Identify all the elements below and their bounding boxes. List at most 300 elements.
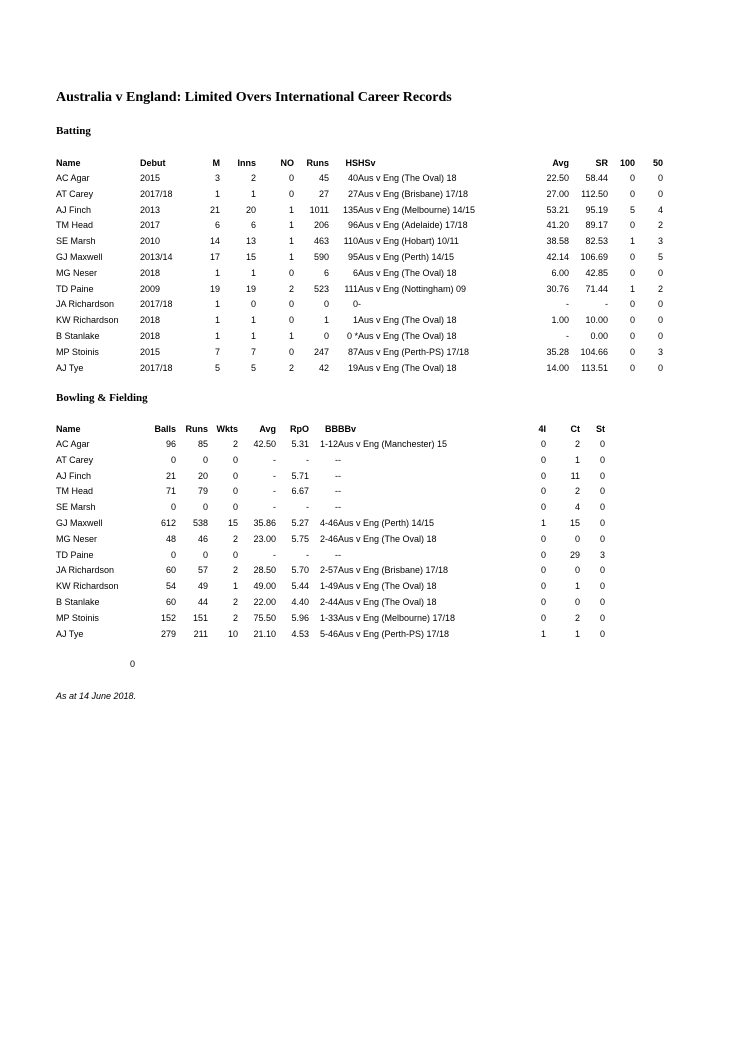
cell-st: 0 — [599, 517, 605, 528]
cell-name: TM Head — [56, 220, 94, 231]
column-header-sr: SR — [595, 158, 608, 168]
cell-runs: 0 — [323, 330, 329, 341]
cell-avg: 42.14 — [546, 251, 569, 262]
cell-bbv: Aus v Eng (The Oval) 18 — [338, 581, 437, 592]
cell-wkts: 2 — [232, 439, 238, 449]
cell-rpo: 4.40 — [291, 596, 309, 607]
cell-100: 1 — [629, 236, 635, 247]
cell-50: 4 — [657, 204, 663, 215]
column-header-100: 100 — [619, 158, 635, 168]
cell-name: TD Paine — [56, 283, 94, 294]
cell-runs: 46 — [197, 533, 208, 544]
cell-4i: 0 — [540, 596, 546, 607]
cell-runs: 44 — [197, 596, 208, 607]
cell-bbv: Aus v Eng (Perth) 14/15 — [338, 517, 435, 528]
cell-wkts: 2 — [232, 596, 238, 607]
cell-hsv: Aus v Eng (The Oval) 18 — [358, 362, 457, 373]
cell-sr: 82.53 — [585, 236, 608, 247]
cell-bb: 2-46 — [319, 533, 338, 544]
stray-value: 0 — [130, 659, 136, 669]
cell-st: 0 — [599, 628, 605, 639]
batting-table — [56, 155, 663, 376]
cell-inns: 19 — [245, 283, 256, 294]
cell-wkts: 0 — [232, 502, 238, 513]
table-row — [56, 516, 605, 532]
cell-avg: 42.50 — [253, 439, 276, 449]
cell-balls: 612 — [160, 517, 176, 528]
cell-50: 3 — [657, 236, 663, 247]
cell-hsv: Aus v Eng (Perth) 14/15 — [358, 251, 455, 262]
table-row — [56, 297, 663, 313]
table-row — [56, 595, 605, 611]
table-row — [56, 469, 605, 485]
cell-rpo: 4.53 — [291, 628, 309, 639]
cell-hs: 110 — [343, 236, 358, 247]
cell-bb: 1-49 — [319, 581, 338, 592]
batting-heading: Batting — [56, 125, 91, 137]
cell-inns: 2 — [250, 173, 256, 183]
cell-4i: 0 — [540, 439, 546, 449]
cell-avg: 22.00 — [253, 596, 276, 607]
cell-m: 21 — [209, 204, 220, 215]
cell-bb: 1-33 — [319, 612, 338, 623]
cell-hsv: - — [358, 299, 361, 310]
cell-st: 0 — [599, 439, 605, 449]
cell-rpo: 5.75 — [291, 533, 309, 544]
cell-name: AJ Tye — [56, 362, 84, 373]
cell-wkts: 0 — [232, 486, 238, 497]
cell-sr: 104.66 — [580, 346, 608, 357]
cell-rpo: 5.44 — [291, 581, 309, 592]
cell-avg: 14.00 — [546, 362, 569, 373]
cell-4i: 0 — [540, 612, 546, 623]
cell-st: 0 — [599, 533, 605, 544]
cell-st: 0 — [599, 565, 605, 576]
cell-bb: - — [335, 486, 338, 497]
cell-100: 0 — [629, 299, 635, 310]
cell-bb: 5-46 — [319, 628, 338, 639]
cell-m: 19 — [209, 283, 220, 294]
cell-name: SE Marsh — [56, 502, 96, 513]
cell-50: 0 — [657, 362, 663, 373]
cell-ct: 1 — [574, 628, 580, 639]
cell-rpo: 5.31 — [291, 439, 309, 449]
cell-bb: - — [335, 549, 338, 560]
cell-hsv: Aus v Eng (Brisbane) 17/18 — [358, 188, 469, 199]
cell-ct: 2 — [574, 612, 580, 623]
cell-rpo: 5.27 — [291, 517, 309, 528]
cell-hs: 0 * — [346, 330, 358, 341]
table-row — [56, 453, 605, 469]
cell-4i: 0 — [540, 486, 546, 497]
cell-avg: - — [273, 502, 276, 513]
cell-ct: 2 — [574, 486, 580, 497]
cell-50: 0 — [657, 315, 663, 326]
cell-runs: 45 — [318, 173, 329, 183]
cell-balls: 48 — [165, 533, 176, 544]
cell-balls: 0 — [170, 549, 176, 560]
cell-sr: - — [605, 299, 608, 310]
cell-name: MP Stoinis — [56, 612, 99, 623]
cell-name: KW Richardson — [56, 315, 119, 326]
cell-rpo: - — [306, 549, 309, 560]
cell-bbv: Aus v Eng (Perth-PS) 17/18 — [338, 628, 450, 639]
cell-sr: 89.17 — [585, 220, 608, 231]
cell-inns: 1 — [250, 315, 256, 326]
cell-bbv: - — [338, 549, 341, 560]
cell-no: 1 — [288, 220, 294, 231]
cell-hsv: Aus v Eng (Hobart) 10/11 — [358, 236, 459, 247]
cell-bbv: Aus v Eng (The Oval) 18 — [338, 596, 437, 607]
cell-name: AT Carey — [56, 454, 94, 465]
cell-no: 1 — [288, 330, 294, 341]
cell-50: 3 — [657, 346, 663, 357]
cell-bbv: Aus v Eng (Manchester) 15 — [338, 439, 448, 449]
cell-bbv: Aus v Eng (Melbourne) 17/18 — [338, 612, 456, 623]
cell-4i: 1 — [540, 517, 546, 528]
cell-100: 0 — [629, 315, 635, 326]
cell-bb: 2-57 — [319, 565, 338, 576]
cell-ct: 1 — [574, 454, 580, 465]
column-header-bb: BB — [325, 424, 338, 434]
cell-no: 1 — [288, 236, 294, 247]
cell-no: 1 — [288, 251, 294, 262]
cell-bbv: Aus v Eng (Brisbane) 17/18 — [338, 565, 449, 576]
table-row — [56, 563, 605, 579]
table-row — [56, 171, 663, 187]
cell-avg: - — [273, 470, 276, 481]
table-row — [56, 313, 663, 329]
cell-avg: 75.50 — [253, 612, 276, 623]
cell-runs: 49 — [197, 581, 208, 592]
cell-rpo: 6.67 — [291, 486, 309, 497]
cell-name: AJ Finch — [56, 470, 92, 481]
cell-hs: 6 — [352, 267, 358, 278]
table-row — [56, 500, 605, 516]
cell-runs: 20 — [197, 470, 208, 481]
cell-ct: 0 — [574, 533, 580, 544]
cell-runs: 206 — [313, 220, 329, 231]
cell-balls: 71 — [165, 486, 176, 497]
table-row — [56, 484, 605, 500]
cell-avg: - — [566, 330, 569, 341]
cell-m: 17 — [209, 251, 220, 262]
cell-name: MP Stoinis — [56, 346, 99, 357]
cell-avg: - — [273, 549, 276, 560]
cell-avg: 27.00 — [546, 188, 569, 199]
cell-no: 2 — [288, 362, 294, 373]
cell-bbv: Aus v Eng (The Oval) 18 — [338, 533, 437, 544]
cell-runs: 247 — [313, 346, 329, 357]
cell-hsv: Aus v Eng (The Oval) 18 — [358, 315, 457, 326]
cell-4i: 0 — [540, 565, 546, 576]
cell-wkts: 2 — [232, 612, 238, 623]
cell-name: TD Paine — [56, 549, 94, 560]
cell-m: 3 — [214, 173, 220, 183]
cell-ct: 0 — [574, 596, 580, 607]
table-row — [56, 532, 605, 548]
column-header-ct: Ct — [570, 424, 580, 434]
cell-st: 0 — [599, 581, 605, 592]
cell-100: 1 — [629, 283, 635, 294]
cell-st: 0 — [599, 596, 605, 607]
cell-debut: 2018 — [140, 267, 161, 278]
column-header-4i: 4I — [538, 424, 546, 434]
cell-avg: 35.28 — [546, 346, 569, 357]
cell-hsv: Aus v Eng (The Oval) 18 — [358, 173, 457, 183]
cell-4i: 0 — [540, 502, 546, 513]
cell-st: 0 — [599, 502, 605, 513]
cell-name: AJ Tye — [56, 628, 84, 639]
cell-inns: 13 — [245, 236, 256, 247]
cell-name: SE Marsh — [56, 236, 96, 247]
cell-wkts: 2 — [232, 533, 238, 544]
cell-st: 3 — [599, 549, 605, 560]
cell-4i: 0 — [540, 470, 546, 481]
cell-100: 0 — [629, 330, 635, 341]
table-row — [56, 250, 663, 266]
cell-avg: 28.50 — [253, 565, 276, 576]
cell-hsv: Aus v Eng (Nottingham) 09 — [358, 283, 467, 294]
cell-debut: 2017/18 — [140, 188, 173, 199]
cell-no: 0 — [288, 346, 294, 357]
cell-rpo: 5.96 — [291, 612, 309, 623]
cell-runs: 0 — [202, 549, 208, 560]
cell-wkts: 10 — [227, 628, 238, 639]
column-header-runs: Runs — [306, 158, 329, 168]
cell-avg: 41.20 — [546, 220, 569, 231]
cell-debut: 2015 — [140, 346, 161, 357]
cell-debut: 2017 — [140, 220, 161, 231]
cell-name: JA Richardson — [56, 565, 115, 576]
cell-name: B Stanlake — [56, 596, 100, 607]
cell-sr: 106.69 — [580, 251, 608, 262]
cell-balls: 152 — [160, 612, 176, 623]
cell-balls: 96 — [165, 439, 176, 449]
cell-name: B Stanlake — [56, 330, 100, 341]
cell-inns: 15 — [245, 251, 256, 262]
cell-sr: 113.51 — [581, 362, 608, 373]
table-row — [56, 627, 605, 643]
cell-no: 1 — [288, 204, 294, 215]
cell-wkts: 1 — [232, 581, 238, 592]
cell-hsv: Aus v Eng (Melbourne) 14/15 — [358, 204, 476, 215]
cell-m: 6 — [214, 220, 220, 231]
cell-debut: 2018 — [140, 315, 161, 326]
column-header-debut: Debut — [140, 158, 166, 168]
cell-runs: 211 — [193, 628, 208, 639]
cell-st: 0 — [599, 486, 605, 497]
cell-name: KW Richardson — [56, 581, 119, 592]
cell-rpo: 5.71 — [291, 470, 309, 481]
cell-wkts: 0 — [232, 470, 238, 481]
cell-runs: 151 — [192, 612, 208, 623]
cell-inns: 6 — [250, 220, 256, 231]
cell-runs: 57 — [197, 565, 208, 576]
cell-bb: - — [335, 454, 338, 465]
cell-hs: 111 — [344, 283, 358, 294]
column-header-runs: Runs — [185, 424, 208, 434]
column-header-avg: Avg — [552, 158, 569, 168]
cell-inns: 1 — [250, 330, 256, 341]
cell-hs: 0 — [352, 299, 358, 310]
cell-debut: 2010 — [140, 236, 161, 247]
cell-wkts: 0 — [232, 549, 238, 560]
table-row — [56, 579, 605, 595]
cell-ct: 1 — [574, 581, 580, 592]
cell-4i: 0 — [540, 549, 546, 560]
cell-m: 1 — [214, 299, 220, 310]
cell-balls: 60 — [165, 596, 176, 607]
cell-runs: 0 — [202, 502, 208, 513]
cell-runs: 0 — [202, 454, 208, 465]
cell-inns: 7 — [250, 346, 256, 357]
cell-ct: 15 — [569, 517, 580, 528]
cell-avg: 35.86 — [253, 517, 276, 528]
cell-hsv: Aus v Eng (Adelaide) 17/18 — [358, 220, 468, 231]
cell-runs: 538 — [192, 517, 208, 528]
cell-debut: 2013/14 — [140, 251, 173, 262]
column-header-hs: HS — [345, 158, 358, 168]
cell-inns: 0 — [250, 299, 256, 310]
cell-bb: - — [335, 502, 338, 513]
column-header-m: M — [212, 158, 220, 168]
cell-50: 2 — [657, 283, 663, 294]
cell-hsv: Aus v Eng (Perth-PS) 17/18 — [358, 346, 470, 357]
cell-avg: 53.21 — [546, 204, 569, 215]
cell-50: 0 — [657, 188, 663, 199]
cell-avg: 21.10 — [253, 628, 276, 639]
cell-name: MG Neser — [56, 533, 98, 544]
bowling-heading: Bowling & Fielding — [56, 392, 148, 404]
cell-50: 2 — [657, 220, 663, 231]
cell-avg: 49.00 — [253, 581, 276, 592]
cell-sr: 0.00 — [590, 330, 608, 341]
cell-ct: 4 — [574, 502, 580, 513]
table-row — [56, 548, 605, 564]
table-row — [56, 187, 663, 203]
cell-name: AC Agar — [56, 173, 90, 183]
cell-no: 0 — [288, 188, 294, 199]
cell-100: 0 — [629, 267, 635, 278]
cell-no: 0 — [288, 299, 294, 310]
cell-balls: 0 — [170, 502, 176, 513]
cell-debut: 2013 — [140, 204, 161, 215]
cell-hs: 27 — [347, 188, 358, 199]
cell-100: 5 — [629, 204, 635, 215]
column-header-hsv: HSv — [358, 158, 376, 168]
column-header-name: Name — [56, 158, 81, 168]
table-row — [56, 345, 663, 361]
cell-st: 0 — [599, 612, 605, 623]
cell-inns: 1 — [250, 267, 256, 278]
cell-no: 0 — [288, 315, 294, 326]
cell-sr: 58.44 — [585, 173, 608, 183]
cell-sr: 112.50 — [581, 188, 608, 199]
cell-balls: 60 — [165, 565, 176, 576]
cell-inns: 1 — [250, 188, 256, 199]
cell-ct: 2 — [574, 439, 580, 449]
cell-name: AT Carey — [56, 188, 94, 199]
cell-50: 0 — [657, 173, 663, 183]
column-header-50: 50 — [652, 158, 663, 168]
column-header-bbv: BBv — [338, 424, 357, 434]
cell-avg: - — [273, 486, 276, 497]
cell-no: 2 — [288, 283, 294, 294]
cell-bb: - — [335, 470, 338, 481]
cell-m: 7 — [214, 346, 220, 357]
table-row — [56, 218, 663, 234]
cell-100: 0 — [629, 362, 635, 373]
cell-runs: 27 — [318, 188, 329, 199]
cell-name: AC Agar — [56, 439, 90, 449]
column-header-wkts: Wkts — [216, 424, 238, 434]
cell-wkts: 0 — [232, 454, 238, 465]
table-row — [56, 361, 663, 377]
cell-rpo: - — [306, 454, 309, 465]
footnote: As at 14 June 2018. — [56, 691, 137, 701]
cell-50: 0 — [657, 267, 663, 278]
cell-no: 0 — [288, 267, 294, 278]
cell-bb: 1-12 — [319, 439, 338, 449]
cell-runs: 1011 — [309, 204, 329, 215]
cell-runs: 42 — [318, 362, 329, 373]
cell-runs: 79 — [197, 486, 208, 497]
cell-balls: 21 — [165, 470, 176, 481]
cell-runs: 590 — [313, 251, 329, 262]
cell-hs: 135 — [342, 204, 358, 215]
cell-avg: - — [273, 454, 276, 465]
cell-ct: 0 — [574, 565, 580, 576]
cell-balls: 0 — [170, 454, 176, 465]
cell-name: GJ Maxwell — [56, 251, 103, 262]
cell-100: 0 — [629, 220, 635, 231]
cell-runs: 85 — [197, 439, 208, 449]
table-row — [56, 203, 663, 219]
cell-avg: 30.76 — [546, 283, 569, 294]
cell-st: 0 — [599, 470, 605, 481]
cell-m: 1 — [214, 267, 220, 278]
cell-hs: 1 — [352, 315, 358, 326]
cell-100: 0 — [629, 346, 635, 357]
cell-bbv: - — [338, 470, 341, 481]
column-header-name: Name — [56, 424, 81, 434]
cell-avg: 38.58 — [546, 236, 569, 247]
cell-name: GJ Maxwell — [56, 517, 103, 528]
cell-name: MG Neser — [56, 267, 98, 278]
cell-inns: 5 — [250, 362, 256, 373]
cell-50: 5 — [657, 251, 663, 262]
cell-4i: 1 — [540, 628, 546, 639]
cell-m: 1 — [214, 330, 220, 341]
table-row — [56, 234, 663, 250]
cell-rpo: 5.70 — [291, 565, 309, 576]
cell-wkts: 15 — [227, 517, 238, 528]
cell-sr: 95.19 — [585, 204, 608, 215]
cell-wkts: 2 — [232, 565, 238, 576]
cell-debut: 2017/18 — [140, 362, 173, 373]
cell-inns: 20 — [245, 204, 256, 215]
cell-50: 0 — [657, 330, 663, 341]
cell-m: 1 — [214, 188, 220, 199]
cell-name: TM Head — [56, 486, 94, 497]
cell-ct: 29 — [569, 549, 580, 560]
cell-100: 0 — [629, 251, 635, 262]
cell-bb: 4-46 — [319, 517, 338, 528]
cell-4i: 0 — [540, 454, 546, 465]
cell-runs: 523 — [313, 283, 329, 294]
cell-hsv: Aus v Eng (The Oval) 18 — [358, 267, 457, 278]
